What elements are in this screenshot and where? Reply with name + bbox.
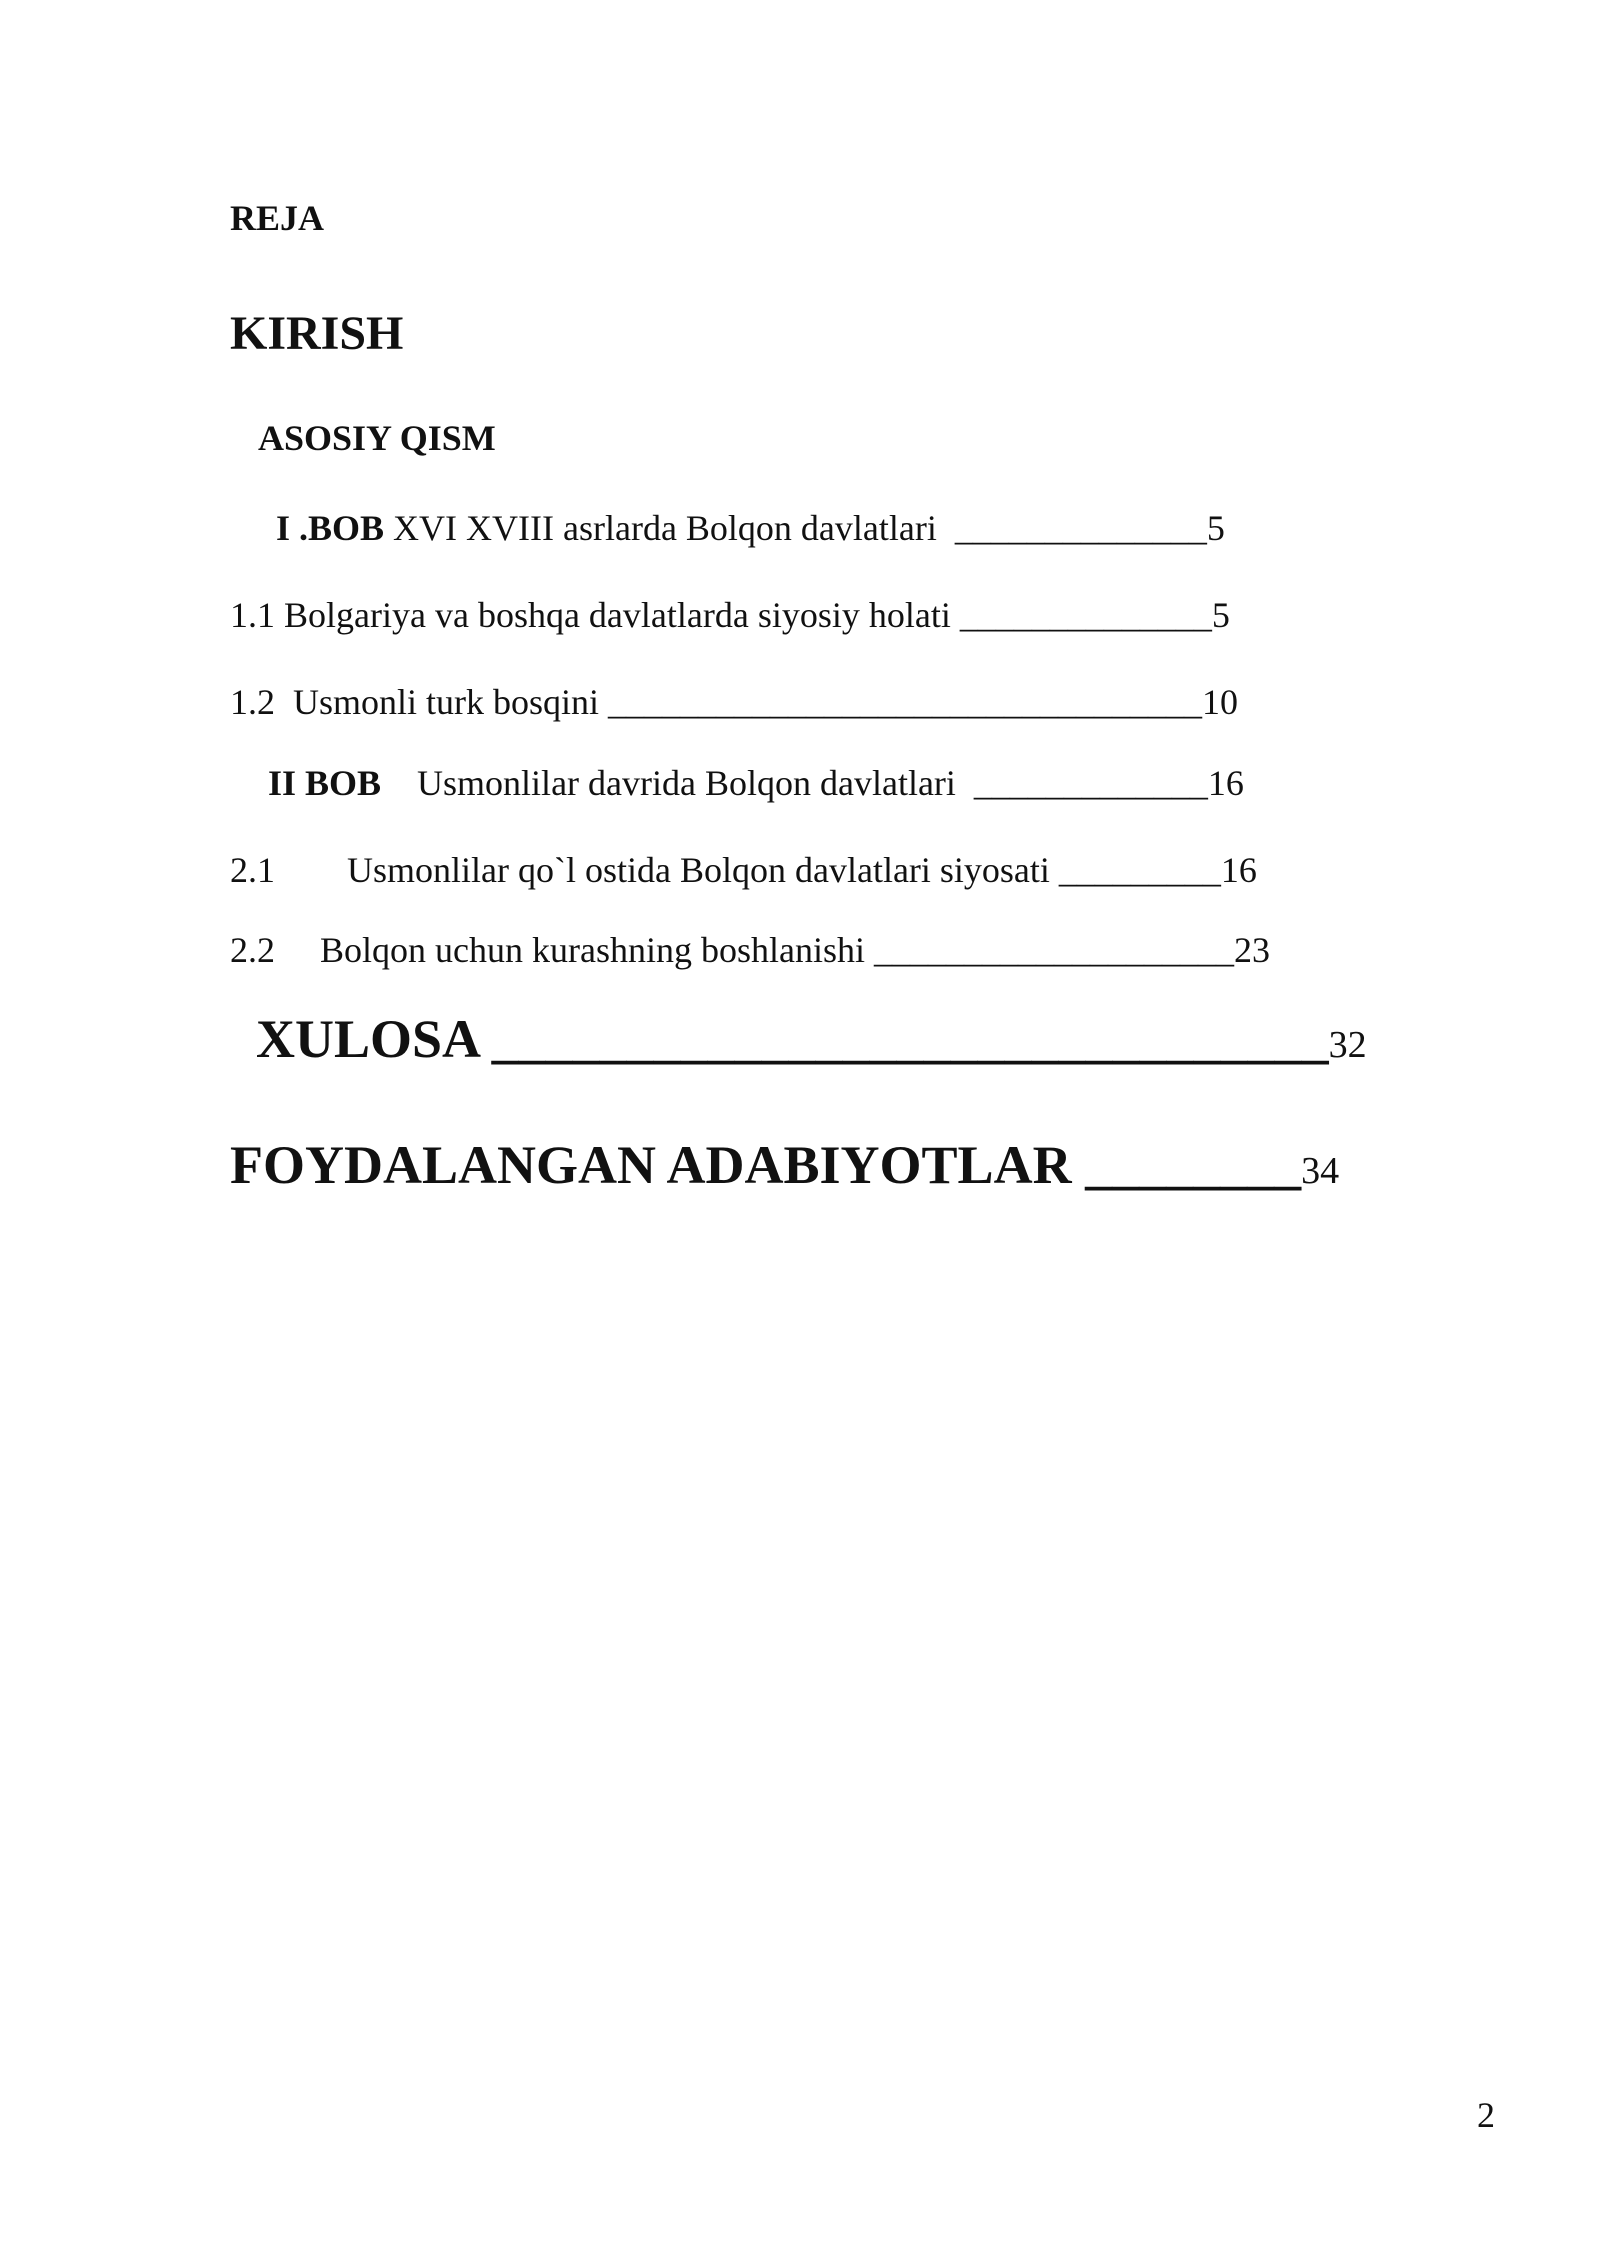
toc-entry-references xyxy=(230,1135,1340,1195)
toc-page-number: 10 xyxy=(1202,682,1239,722)
toc-leader: ______________ xyxy=(954,508,1207,548)
toc-leader: ______________ xyxy=(959,595,1212,635)
toc-leader: _______________________________ xyxy=(491,1009,1329,1069)
toc-entry-text: Usmonlilar davrida Bolqon davlatlari xyxy=(381,763,974,803)
plan-title: REJA xyxy=(230,198,325,238)
toc-entry-2-1 xyxy=(230,852,1257,888)
toc-entry-1-2 xyxy=(230,684,1238,720)
intro-heading: KIRISH xyxy=(230,307,404,360)
toc-entry-text: XVI XVIII asrlarda Bolqon davlatlari xyxy=(384,508,955,548)
toc-entry-2-2 xyxy=(230,932,1270,968)
toc-leader: ________ xyxy=(1085,1135,1302,1195)
toc-entry-text: 1.1 Bolgariya va boshqa davlatlarda siyosiy holati xyxy=(230,595,960,635)
page-number: 2 xyxy=(1477,2095,1495,2135)
toc-page-number: 23 xyxy=(1233,930,1270,970)
references-heading: FOYDALANGAN ADABIYOTLAR xyxy=(230,1135,1086,1195)
toc-entry-chapter-2 xyxy=(268,765,1244,801)
toc-chapter-prefix: I .BOB xyxy=(276,508,385,548)
toc-page-number: 16 xyxy=(1207,763,1244,803)
toc-leader: ____________________ xyxy=(873,930,1234,970)
toc-page-number: 16 xyxy=(1220,850,1257,890)
toc-page-number: 5 xyxy=(1206,508,1225,548)
toc-chapter-prefix: II BOB xyxy=(268,763,382,803)
toc-leader: _________________________________ xyxy=(608,682,1203,722)
toc-entry-conclusion xyxy=(256,1009,1367,1069)
toc-entry-text: 2.1 Usmonlilar qo`l ostida Bolqon davlatlari siyosati xyxy=(230,850,1059,890)
toc-page-number: 34 xyxy=(1301,1150,1340,1192)
toc-entry-text: 2.2 Bolqon uchun kurashning boshlanishi xyxy=(230,930,874,970)
toc-page-number: 5 xyxy=(1211,595,1230,635)
toc-entry-1-1 xyxy=(230,597,1230,633)
toc-leader: _____________ xyxy=(973,763,1208,803)
conclusion-heading: XULOSA xyxy=(256,1009,492,1069)
main-part-heading: ASOSIY QISM xyxy=(258,418,496,458)
toc-entry-text: 1.2 Usmonli turk bosqini xyxy=(230,682,609,722)
toc-leader: _________ xyxy=(1058,850,1221,890)
toc-page-number: 32 xyxy=(1328,1024,1367,1066)
toc-entry-chapter-1 xyxy=(276,510,1225,546)
